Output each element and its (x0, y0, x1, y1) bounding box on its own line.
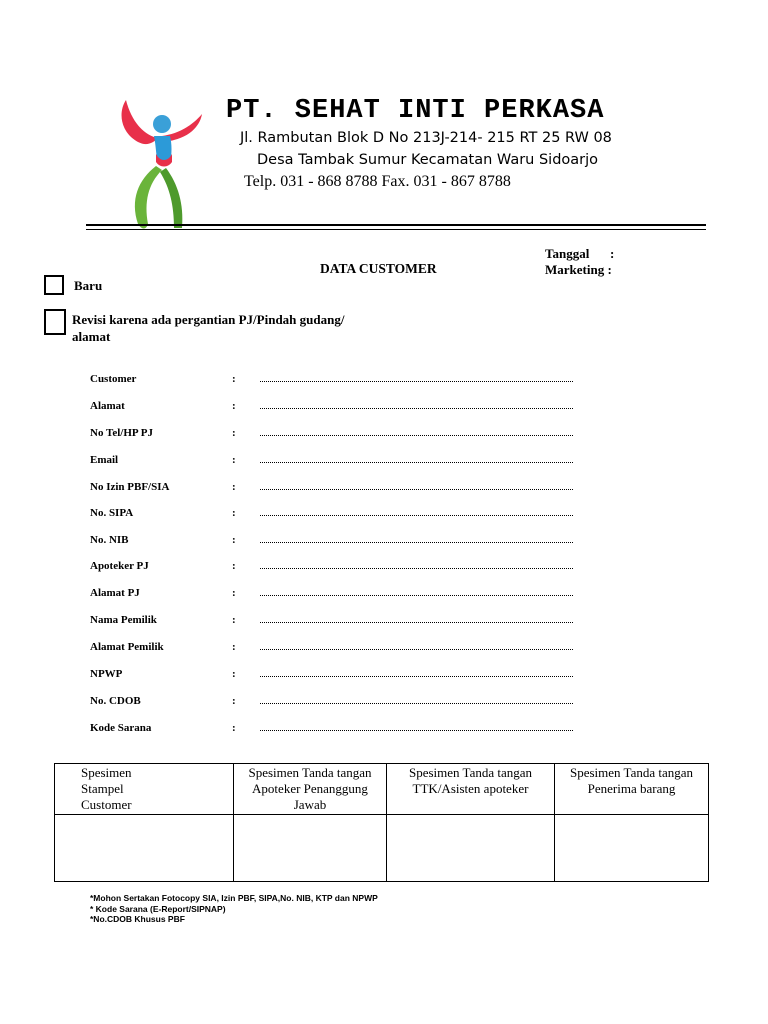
footnotes (90, 893, 378, 925)
field-colon: : (232, 507, 236, 519)
field-input-kode-sarana[interactable] (260, 730, 573, 731)
header-spesimen-stampel: Spesimen Stampel Customer (55, 764, 234, 815)
field-input-nama-pemilik[interactable] (260, 622, 573, 623)
field-colon: : (232, 560, 236, 572)
footnote-1: *Mohon Sertakan Fotocopy SIA, Izin PBF, SIPA,No. NIB, KTP dan NPWP (90, 893, 378, 903)
field-colon: : (232, 400, 236, 412)
checkbox-baru[interactable] (44, 275, 64, 295)
address-line-1: Jl. Rambutan Blok D No 213J-214- 215 RT 25 RW 08 (240, 130, 612, 146)
field-colon: : (232, 481, 236, 493)
field-label-nama-pemilik: Nama Pemilik (90, 614, 157, 626)
field-label-apoteker-pj: Apoteker PJ (90, 560, 149, 572)
field-colon: : (232, 722, 236, 734)
field-input-email[interactable] (260, 462, 573, 463)
field-colon: : (232, 587, 236, 599)
field-input-alamat[interactable] (260, 408, 573, 409)
option-label-revisi: Revisi karena ada pergantian PJ/Pindah gudang/ alamat (72, 312, 345, 344)
field-input-no-cdob[interactable] (260, 703, 573, 704)
field-input-no-nib[interactable] (260, 542, 573, 543)
field-input-apoteker-pj[interactable] (260, 568, 573, 569)
field-colon: : (232, 427, 236, 439)
form-title: DATA CUSTOMER (320, 261, 437, 276)
phone-fax-line: Telp. 031 - 868 8788 Fax. 031 - 867 8788 (244, 173, 511, 190)
checkbox-revisi[interactable] (44, 309, 66, 335)
person-logo-icon (116, 92, 208, 232)
address-line-2: Desa Tambak Sumur Kecamatan Waru Sidoarjo (257, 152, 599, 168)
tanggal-label: Tanggal (545, 246, 590, 261)
field-colon: : (232, 668, 236, 680)
field-label-no-izin-pbf-sia: No Izin PBF/SIA (90, 481, 170, 493)
field-label-alamat-pj: Alamat PJ (90, 587, 140, 599)
tanggal-colon: : (610, 246, 615, 261)
header-rule-thick (86, 224, 706, 226)
field-colon: : (232, 614, 236, 626)
logo-left-leg (135, 166, 162, 229)
signature-cell-stampel[interactable] (55, 815, 234, 882)
marketing-label: Marketing : (545, 262, 612, 277)
header-rule-thin (86, 229, 706, 230)
header-ttd-penerima: Spesimen Tanda tangan Penerima barang (555, 764, 709, 815)
field-input-customer[interactable] (260, 381, 573, 382)
signature-table (54, 763, 709, 882)
option-label-baru: Baru (74, 278, 103, 293)
signature-cell-ttk-asisten[interactable] (387, 815, 555, 882)
field-input-npwp[interactable] (260, 676, 573, 677)
field-input-alamat-pj[interactable] (260, 595, 573, 596)
field-colon: : (232, 641, 236, 653)
field-label-no-nib: No. NIB (90, 534, 129, 546)
field-label-no-tel-hp-pj: No Tel/HP PJ (90, 427, 153, 439)
company-name: PT. SEHAT INTI PERKASA (226, 96, 605, 126)
field-input-alamat-pemilik[interactable] (260, 649, 573, 650)
field-label-kode-sarana: Kode Sarana (90, 722, 152, 734)
field-colon: : (232, 373, 236, 385)
logo-head (153, 115, 171, 133)
field-label-no-sipa: No. SIPA (90, 507, 134, 519)
field-label-no-cdob: No. CDOB (90, 695, 141, 707)
field-label-customer: Customer (90, 373, 137, 385)
field-colon: : (232, 534, 236, 546)
logo-left-arm (122, 100, 158, 144)
header-ttd-apoteker-pj: Spesimen Tanda tangan Apoteker Penanggung Jawab (234, 764, 387, 815)
signature-table-body-row (55, 815, 709, 882)
field-label-email: Email (90, 454, 119, 466)
field-input-no-sipa[interactable] (260, 515, 573, 516)
field-label-npwp: NPWP (90, 668, 123, 680)
signature-table-header-row (55, 764, 709, 815)
signature-cell-apoteker-pj[interactable] (234, 815, 387, 882)
field-label-alamat-pemilik: Alamat Pemilik (90, 641, 164, 653)
field-colon: : (232, 695, 236, 707)
signature-cell-penerima[interactable] (555, 815, 709, 882)
header-ttd-ttk-asisten: Spesimen Tanda tangan TTK/Asisten apoteker (387, 764, 555, 815)
footnote-3: *No.CDOB Khusus PBF (90, 914, 185, 924)
field-input-no-izin-pbf-sia[interactable] (260, 489, 573, 490)
footnote-2: * Kode Sarana (E-Report/SIPNAP) (90, 903, 226, 914)
field-label-alamat: Alamat (90, 400, 125, 412)
field-input-no-tel-hp-pj[interactable] (260, 435, 573, 436)
logo-right-leg (160, 168, 182, 228)
field-colon: : (232, 454, 236, 466)
